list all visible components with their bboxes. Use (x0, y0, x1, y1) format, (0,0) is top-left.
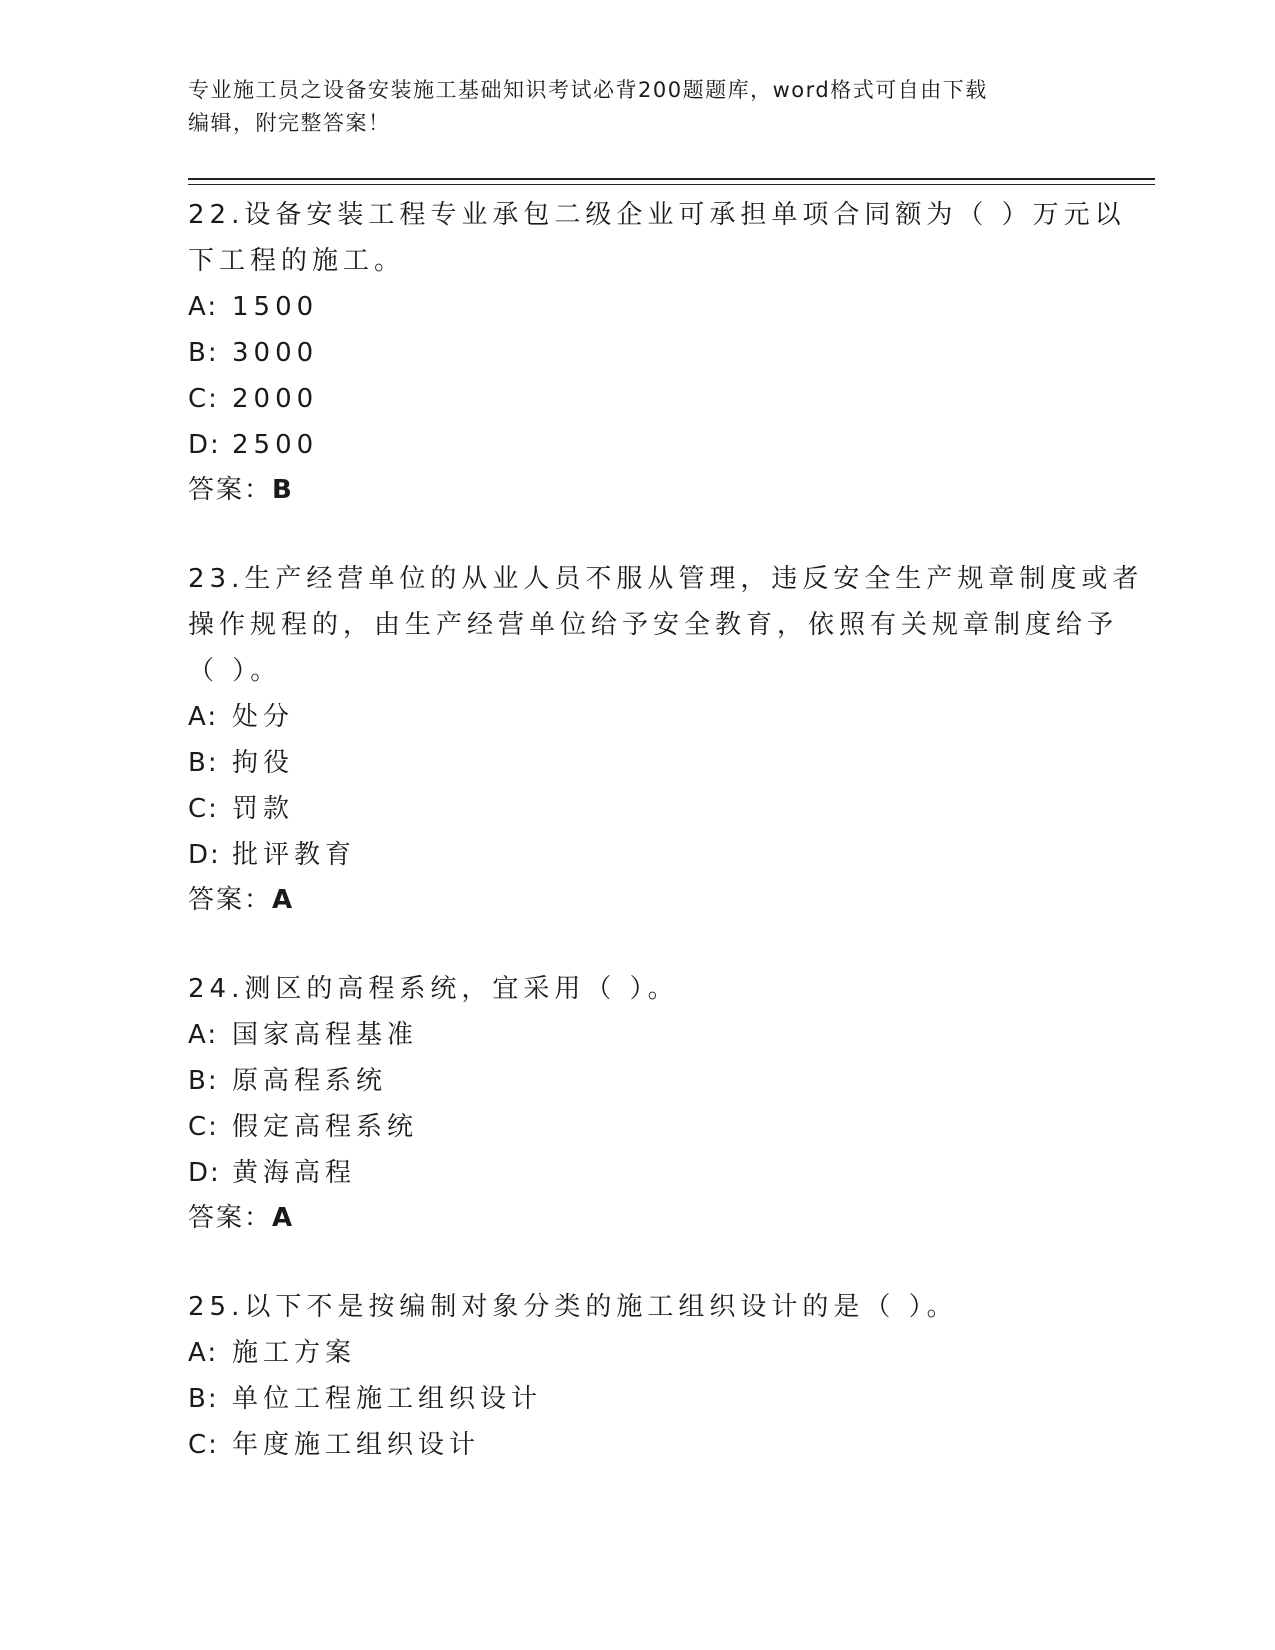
option-letter: C: (188, 1430, 219, 1460)
question-23 (188, 556, 1144, 922)
option-b (188, 740, 1088, 786)
option-text: 国家高程基准 (232, 1020, 419, 1050)
header-divider-thin (188, 184, 1155, 185)
option-letter: D: (188, 430, 221, 460)
option-letter: A: (188, 292, 219, 322)
option-text: 假定高程系统 (232, 1112, 419, 1142)
option-letter: C: (188, 384, 219, 414)
question-list (188, 192, 1144, 1468)
option-d (188, 422, 1088, 468)
option-text: 2000 (232, 384, 319, 414)
option-letter: C: (188, 794, 219, 824)
option-c (188, 786, 1088, 832)
question-stem: 23.生产经营单位的从业人员不服从管理，违反安全生产规章制度或者 (188, 564, 1144, 594)
question-spacer (188, 512, 1088, 556)
option-letter: D: (188, 1158, 221, 1188)
question-stem: 操作规程的，由生产经营单位给予安全教育，依照有关规章制度给予 (188, 610, 1119, 640)
option-letter: B: (188, 748, 219, 778)
option-text: 1500 (232, 292, 319, 322)
option-text: 批评教育 (232, 840, 357, 870)
answer-line (188, 1196, 1088, 1240)
option-text: 2500 (232, 430, 319, 460)
document-header (188, 74, 1088, 140)
option-letter: B: (188, 1384, 219, 1414)
option-letter: B: (188, 1066, 219, 1096)
option-c (188, 1422, 1088, 1468)
option-a (188, 1330, 1088, 1376)
header-line-2: 编辑，附完整答案！ (188, 111, 391, 135)
option-a (188, 694, 1088, 740)
question-22 (188, 192, 1126, 512)
answer-value: A (272, 1203, 295, 1233)
option-text: 拘役 (232, 748, 295, 778)
option-text: 年度施工组织设计 (232, 1430, 481, 1460)
option-text: 原高程系统 (232, 1066, 388, 1096)
question-stem: 下工程的施工。 (188, 246, 406, 276)
option-letter: D: (188, 840, 221, 870)
option-letter: A: (188, 1020, 219, 1050)
option-text: 处分 (232, 702, 295, 732)
option-letter: C: (188, 1112, 219, 1142)
question-spacer (188, 1240, 1088, 1284)
answer-value: A (272, 885, 295, 915)
answer-label: 答案： (188, 885, 273, 915)
option-text: 施工方案 (232, 1338, 357, 1368)
option-c (188, 1104, 1088, 1150)
option-a (188, 284, 1088, 330)
answer-line (188, 468, 1088, 512)
answer-label: 答案： (188, 475, 273, 505)
answer-label: 答案： (188, 1203, 273, 1233)
option-text: 黄海高程 (232, 1158, 357, 1188)
option-letter: A: (188, 1338, 219, 1368)
option-b (188, 1376, 1088, 1422)
header-divider-thick (188, 178, 1155, 180)
option-letter: B: (188, 338, 219, 368)
question-stem: 22.设备安装工程专业承包二级企业可承担单项合同额为（ ）万元以 (188, 200, 1126, 230)
option-d (188, 1150, 1088, 1196)
question-25 (188, 1284, 1088, 1468)
question-stem: 24.测区的高程系统，宜采用（ ）。 (188, 974, 679, 1004)
option-d (188, 832, 1088, 878)
option-b (188, 1058, 1088, 1104)
option-text: 单位工程施工组织设计 (232, 1384, 543, 1414)
header-line-1: 专业施工员之设备安装施工基础知识考试必背200题题库，word格式可自由下载 (188, 78, 988, 102)
option-text: 罚款 (232, 794, 295, 824)
option-b (188, 330, 1088, 376)
option-c (188, 376, 1088, 422)
option-a (188, 1012, 1088, 1058)
question-stem: （ ）。 (188, 656, 282, 686)
option-letter: A: (188, 702, 219, 732)
question-spacer (188, 922, 1088, 966)
question-stem: 25.以下不是按编制对象分类的施工组织设计的是（ ）。 (188, 1292, 958, 1322)
question-24 (188, 966, 1088, 1240)
option-text: 3000 (232, 338, 319, 368)
answer-line (188, 878, 1088, 922)
answer-value: B (272, 475, 294, 505)
